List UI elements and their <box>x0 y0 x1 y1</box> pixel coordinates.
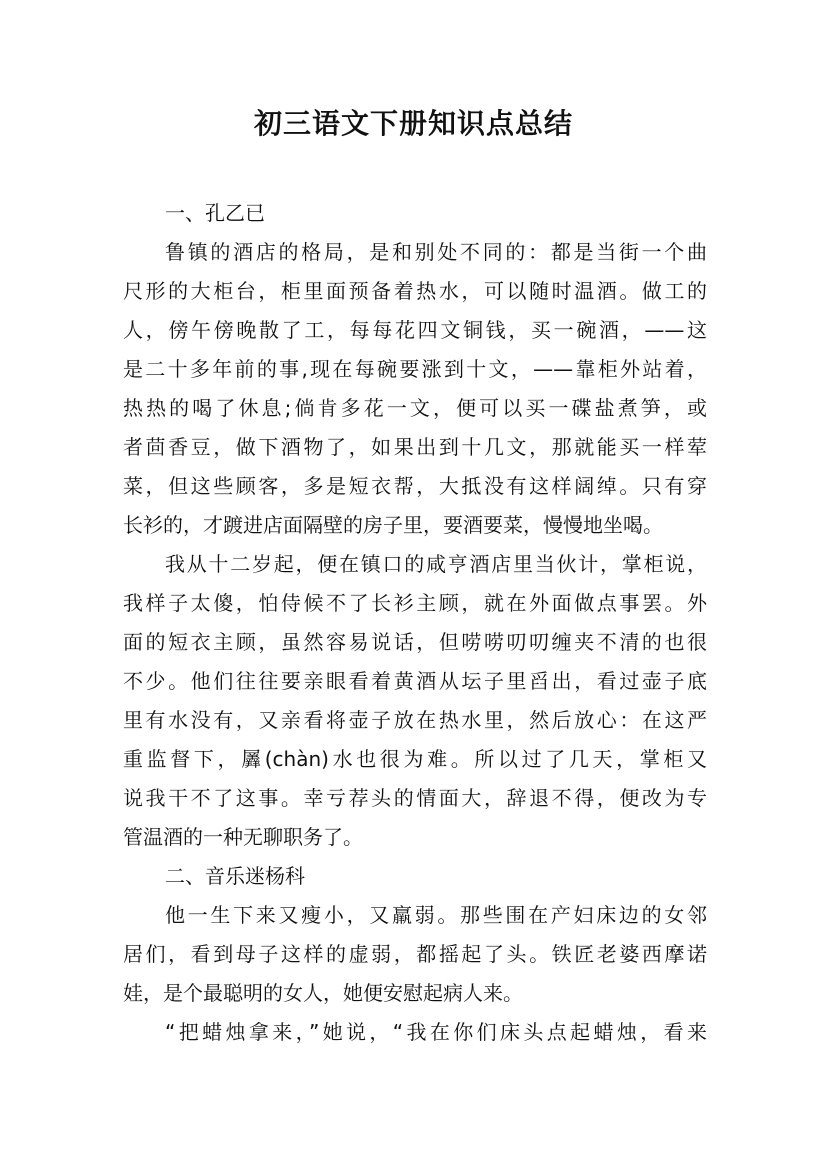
text-line: 重监督下，羼(chàn)水也很为难。所以过了几天，掌柜又 <box>123 747 707 771</box>
text-line: 长衫的，才踱进店面隔壁的房子里，要酒要菜，慢慢地坐喝。 <box>123 513 663 537</box>
text-line: 居们，看到母子这样的虚弱，都摇起了头。铁匠老婆西摩诺 <box>123 942 707 966</box>
text-line: “把蜡烛拿来，”她说，“我在你们床头点起蜡烛，看来 <box>165 1020 707 1044</box>
text-line: 娃，是个最聪明的女人，她便安慰起病人来。 <box>123 981 523 1005</box>
text-line: 是二十多年前的事,现在每碗要涨到十文，——靠柜外站着， <box>123 357 707 381</box>
text-line: 尺形的大柜台，柜里面预备着热水，可以随时温酒。做工的 <box>123 279 707 303</box>
text-line: 面的短衣主顾，虽然容易说话，但唠唠叨叨缠夹不清的也很 <box>123 630 707 654</box>
text-line: 不少。他们往往要亲眼看着黄酒从坛子里舀出，看过壶子底 <box>123 669 707 693</box>
text-line: 他一生下来又瘦小，又羸弱。那些围在产妇床边的女邻 <box>165 903 707 927</box>
text-line: 热热的喝了休息;倘肯多花一文，便可以买一碟盐煮笋，或 <box>123 396 707 420</box>
text-line: 我样子太傻，怕侍候不了长衫主顾，就在外面做点事罢。外 <box>123 591 707 615</box>
text-line: 管温酒的一种无聊职务了。 <box>123 825 363 849</box>
document-title: 初三语文下册知识点总结 <box>253 107 573 140</box>
document-body <box>123 194 707 1052</box>
text-line: 鲁镇的酒店的格局，是和别处不同的：都是当街一个曲 <box>165 240 707 264</box>
text-line: 人，傍午傍晚散了工，每每花四文铜钱，买一碗酒，——这 <box>123 318 707 342</box>
text-line: 里有水没有，又亲看将壶子放在热水里，然后放心：在这严 <box>123 708 707 732</box>
text-line: 说我干不了这事。幸亏荐头的情面大，辞退不得，便改为专 <box>123 786 707 810</box>
text-line: 者茴香豆，做下酒物了，如果出到十几文，那就能买一样荤 <box>123 435 707 459</box>
text-line: 我从十二岁起，便在镇口的咸亨酒店里当伙计，掌柜说， <box>165 552 707 576</box>
text-line: 二、音乐迷杨科 <box>165 864 305 888</box>
text-line: 一、孔乙已 <box>165 201 265 225</box>
text-line: 菜，但这些顾客，多是短衣帮，大抵没有这样阔绰。只有穿 <box>123 474 707 498</box>
